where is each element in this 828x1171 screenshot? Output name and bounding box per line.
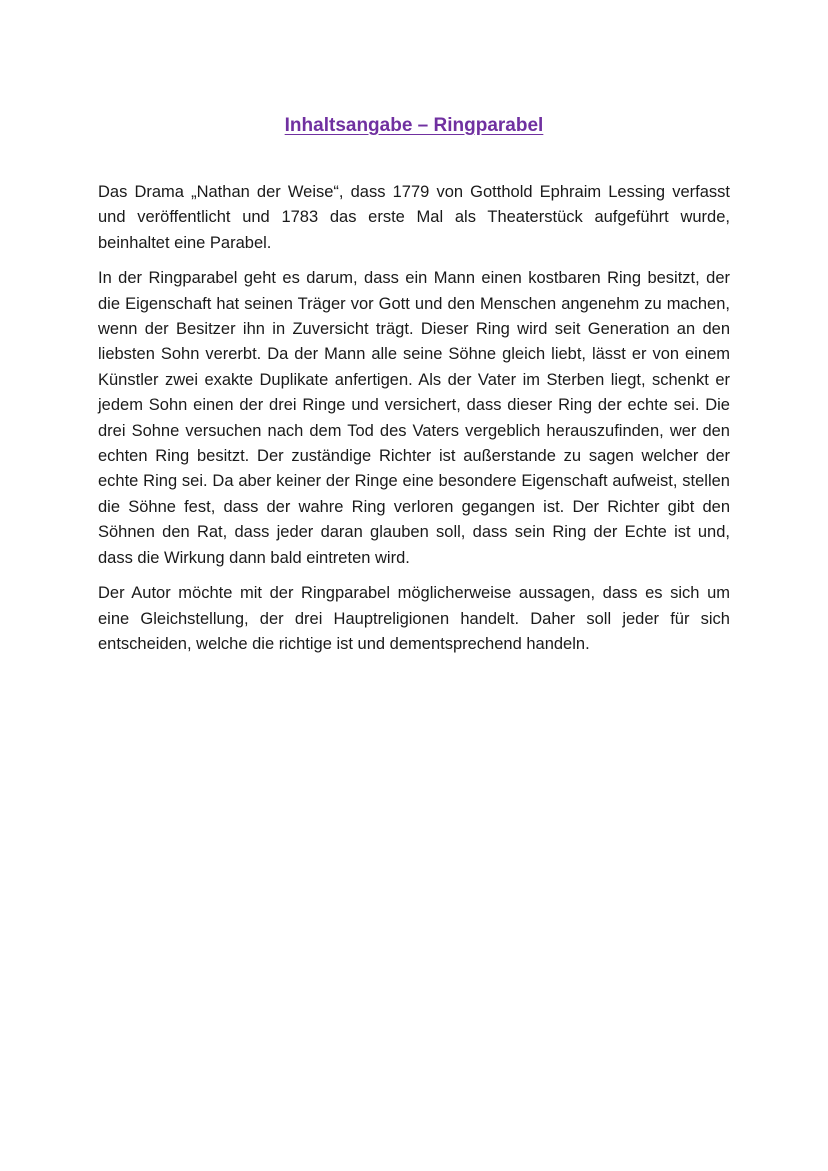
paragraph-intro: Das Drama „Nathan der Weise“, dass 1779 von Gotthold Ephraim Lessing verfasst und veröffentlicht und 1783 das erste Mal als Theaterstück aufgeführt wurde, beinhaltet eine Parabel. xyxy=(98,183,730,252)
document-title: Inhaltsangabe – Ringparabel xyxy=(284,114,544,136)
document-body xyxy=(98,180,730,667)
paragraph-summary: In der Ringparabel geht es darum, dass ein Mann einen kostbaren Ring besitzt, der die Eigenschaft hat seinen Träger vor Gott und den Menschen angenehm zu machen, wenn der Besitzer ihn in Zuversicht trägt. Dieser Ring wird seit Generation an den liebsten Sohn vererbt. Da der Mann alle seine Söhne gleich liebt, lässt er von einem Künstler zwei exakte Duplikate anfertigen. Als der Vater im Sterben liegt, schenkt er jedem Sohn einen der drei Ringe und versichert, dass dieser Ring der echte sei. Die drei Sohne versuchen nach dem Tod des Vaters vergeblich herauszufinden, wer den echten Ring besitzt. Der zuständige Richter ist außerstande zu sagen welcher der echte Ring sei. Da aber keiner der Ringe eine besondere Eigenschaft aufweist, stellen die Söhne fest, dass der wahre Ring verloren gegangen ist. Der Richter gibt den Söhnen den Rat, dass jeder daran glauben soll, dass sein Ring der Echte ist und, dass die Wirkung dann bald eintreten wird. xyxy=(98,269,730,567)
paragraph-interpretation: Der Autor möchte mit der Ringparabel möglicherweise aussagen, dass es sich um eine Gleichstellung, der drei Hauptreligionen handelt. Daher soll jeder für sich entscheiden, welche die richtige ist und dementsprechend handeln. xyxy=(98,584,730,653)
